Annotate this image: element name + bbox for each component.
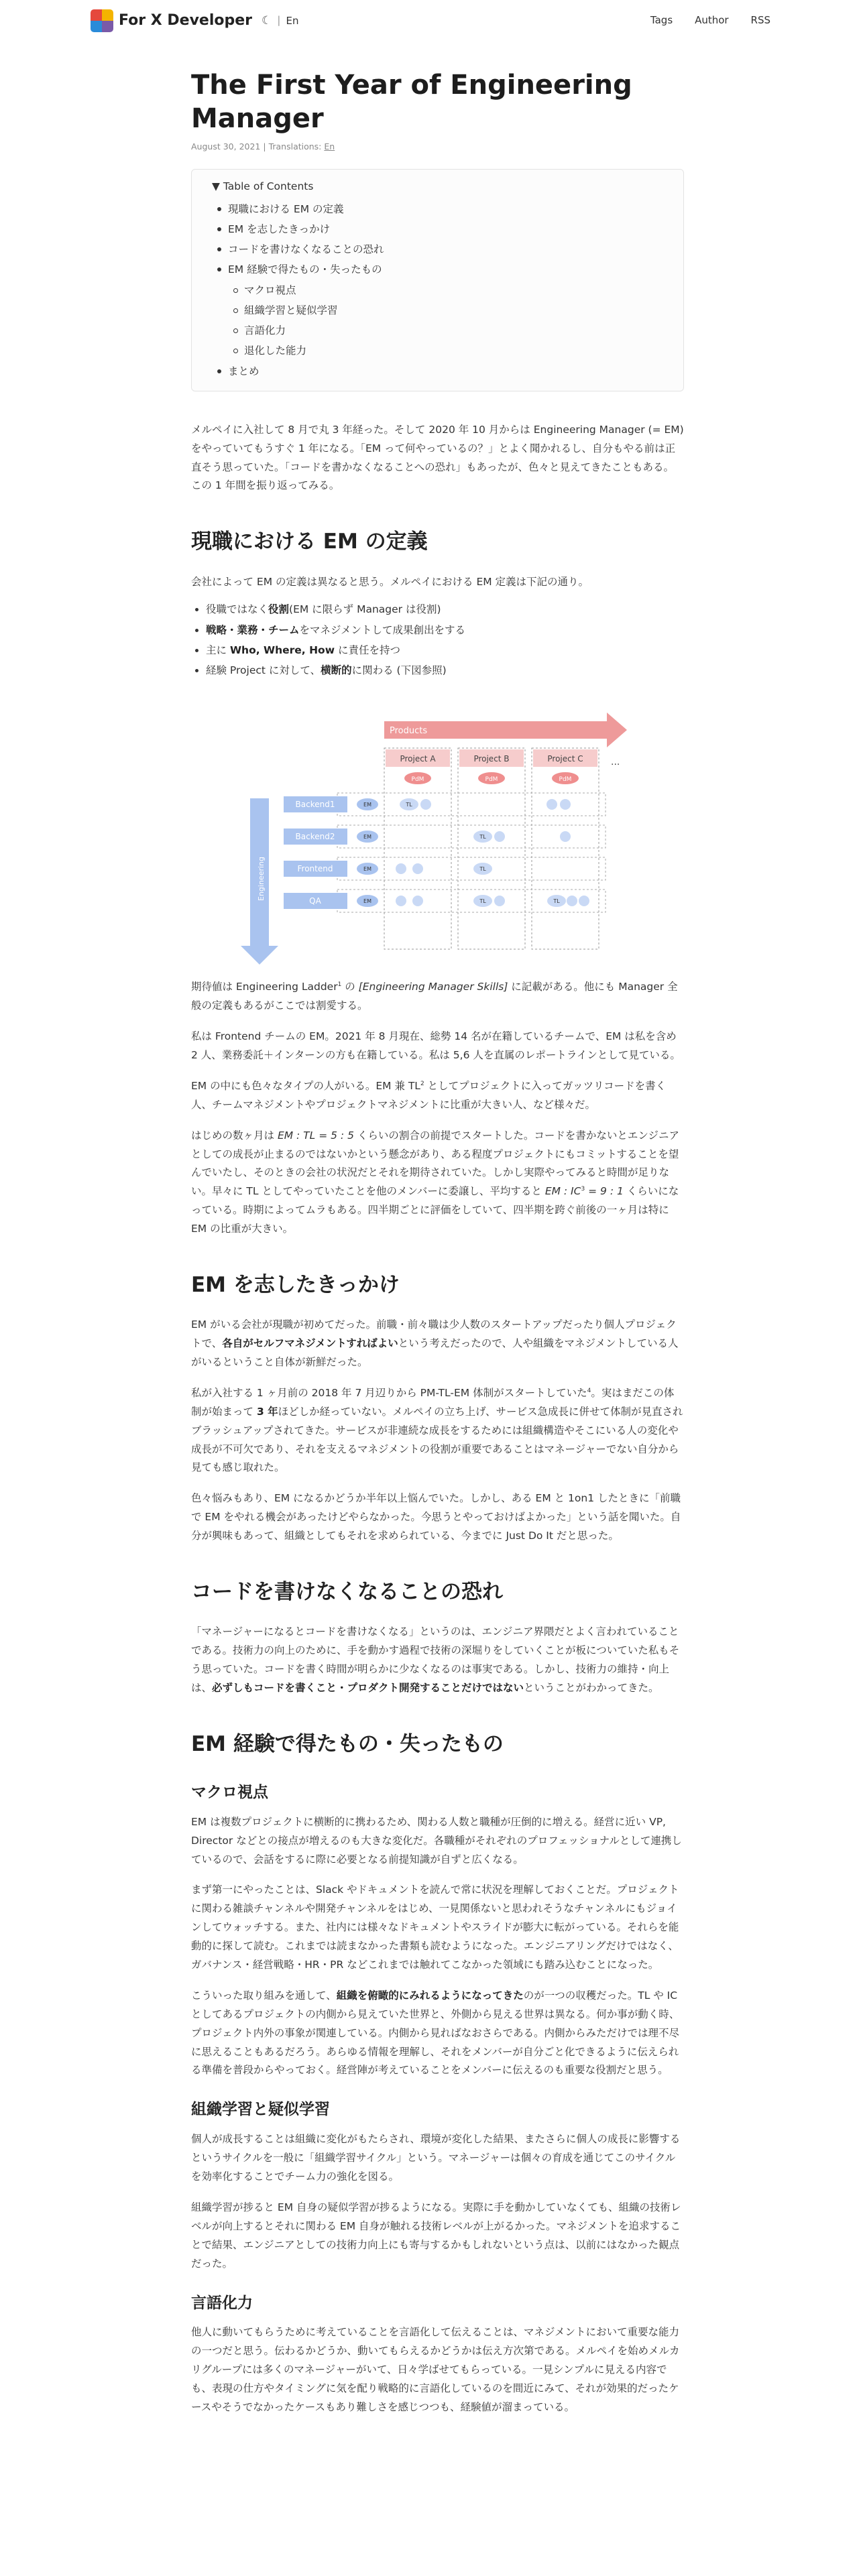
section-heading-fear: コードを書けなくなることの恐れ — [191, 1579, 503, 1604]
paragraph: まず第一にやったことは、Slack やドキュメントを読んで常に状況を理解しておくことだ。プロジェクトに関わる雑談チャンネルや開発チャンネルをはじめ、一見関係ないと思われそうなチャンネルにもジョインしてウォッチする。また、社内には様々なドキュメントやスライドが膨大に転がっている。それらを能動的に探して読む。これまでは読まなかった書類も読むようになった。エンジニアリングだけではなく、ガバナンス・経営戦略・HR・PR などこれまでは触れてこなかった領域にも踏み込むことになった。 — [191, 1884, 679, 1971]
paragraph: 他人に動いてもらうために考えていることを言語化して伝えることは、マネジメントにおいて重要な能力の一つだと思う。伝わるかどうか、動いてもらえるかどうかは伝え方次第である。メルペイを始めメルカリグループには多くのマネージャーがいて、日々学ばせてもらっている。一見シンプルに見える内容でも、表現の仕方やタイミングに気を配り戦略的に言語化しているのを間近にみて、それが効果的だったケースやそうでなかったケースもあり難しさを感じつつも、経験値が溜まっている。 — [191, 2326, 680, 2414]
pdm-label: PdM — [559, 776, 571, 784]
em-label: EM — [363, 802, 371, 808]
list-item: • 役職ではなく役割(EM に限らず Manager は役割) — [206, 599, 684, 619]
team-frontend-label: Frontend — [297, 864, 333, 874]
more-projects-label: ... — [610, 757, 620, 768]
post-meta: August 30, 2021 | Translations: En — [191, 141, 335, 151]
engineering-label: Engineering — [256, 857, 266, 902]
pdm-label: PdM — [411, 776, 424, 784]
em-label: EM — [363, 834, 371, 841]
member-dots — [396, 798, 589, 907]
intro-paragraph: メルペイに入社して 8 月で丸 3 年経った。そして 2020 年 10 月からは Engineering Manager (= EM) をやっていてもうすぐ 1 年になる。「EM って何やっているの？」とよく聞かれるし、自分もやる前は正直そう思っていた。「コードを書かなくなることへの恐れ」もあったが、色々と見えてきたこともある。この 1 年間を振り返ってみる。 — [191, 423, 684, 492]
site-header — [0, 0, 861, 42]
member-dot — [494, 896, 505, 906]
member-dot — [396, 896, 406, 906]
paragraph: EM は複数プロジェクトに横断的に携わるため、関わる人数と職種が圧倒的に増える。経営に近い VP, Director などとの接点が増えるのも大きな変化だ。各職種がそれぞれのプロフェッショナルとして連携しているので、会話をするに際に必要となる前提知識が自ずと広くなる。 — [191, 1815, 682, 1865]
language-switch-link[interactable]: En — [286, 14, 299, 27]
em-label: EM — [363, 866, 371, 873]
member-dot — [547, 799, 557, 810]
toc-subitem[interactable]: 組織学習と疑似学習 — [244, 300, 663, 320]
subsection-heading-verbalization: 言語化力 — [191, 2294, 253, 2312]
project-c-label: Project C — [547, 754, 583, 764]
toc-item[interactable]: 現職における EM の定義 — [228, 199, 663, 219]
post-title: The First Year of Engineering Manager — [191, 70, 632, 134]
main-nav — [632, 11, 770, 30]
footnote-ref[interactable]: 2 — [420, 1080, 424, 1087]
dark-mode-toggle-icon[interactable]: ☾ — [262, 13, 272, 27]
pdm-label: PdM — [485, 776, 498, 784]
subsection-heading-macro: マクロ視点 — [191, 1783, 268, 1801]
toc-summary-toggle[interactable]: ▼ Table of Contents — [212, 180, 314, 193]
paragraph: 色々悩みもあり、EM になるかどうか半年以上悩んでいた。しかし、ある EM と 1on1 したときに「前職で EM をやれる機会があったけどやらなかった。今思うとやっておけばよかった」という話を聞いた。自分が興味もあって、組織としてもそれを求められている、今までに Just Do It だと思った。 — [191, 1492, 681, 1542]
team-backend1-label: Backend1 — [295, 800, 335, 810]
translation-en-link[interactable]: En — [324, 141, 335, 151]
nav-rss-link[interactable]: RSS — [750, 14, 770, 27]
paragraph: 私が入社する 1 ヶ月前の 2018 年 7 月辺りから PM-TL-EM 体制がスタートしていた$^4$。実はまだこの体制が始まって 3 年ほどしか経っていない。メルペイの立ち上げ、サービス急成長に併せて体制が見直されブラッシュアップされてきた。サービスが非連続な成長をするためには組織構造やそこにいる人の変化や成長が不可欠であり、それを支えるマネジメントの役割が重要であることはマネージャーでない自分から見ても感じ取れた。 — [191, 1386, 683, 1474]
paragraph: EM の中にも色々なタイプの人がいる。EM 兼 $TL^2$ としてプロジェクトに入ってガッツリコードを書く人、チームマネジメントやプロジェクトマネジメントに比重が大きい人、など様々だ。 — [191, 1079, 667, 1111]
paragraph: こういった取り組みを通して、組織を俯瞰的にみれるようになってきたのが一つの収穫だった。TL や IC としてあるプロジェクトの内側から見えていた世界と、外側から見える世界は異なる。何か事が動く時、プロジェクト内外の事象が関連している。内側から見ればなおさらである。内側からみただけでは理不尽に思えることもあるだろう。あらゆる情報を理解し、それをメンバーが自分ごと化できるように伝えられる準備を普段からやっておく。経営陣が考えていることをメンバーに伝えるのも重要な役割だと思う。 — [191, 1989, 680, 2077]
products-label: Products — [389, 726, 427, 737]
paragraph: 組織学習が捗ると EM 自身の疑似学習が捗るようになる。実際に手を動かしていなくても、組織の技術レベルが向上するとそれに関わる EM 自身が触れる技術レベルが上がるかった。マネジメントを追求することで結果、エンジニアとしての技術力向上にも寄与するかもしれないという点は、以前にはなかった観点だった。 — [191, 2201, 681, 2270]
em-definition-list — [191, 599, 684, 680]
team-rows — [284, 793, 606, 912]
member-dot — [396, 863, 406, 874]
toc-item[interactable]: EM を志したきっかけ — [228, 219, 663, 239]
footnote-ref[interactable]: 3 — [581, 1186, 585, 1193]
section-heading-motivation: EM を志したきっかけ — [191, 1272, 400, 1297]
paragraph: 会社によって EM の定義は異なると思う。メルペイにおける EM 定義は下記の通り。 — [191, 575, 589, 588]
header-separator: | — [277, 14, 281, 27]
paragraph: はじめの数ヶ月は EM : TL = 5 : 5 くらいの割合の前提でスタートした。コードを書かないとエンジニアとしての成長が止まるのではないかという懸念があり、ある程度プロジェクトにもコミットすることを望んでいたし、そのときの会社の状況だとそれを期待されていた。しかし実際やってみると時間が足りない。早々に TL としてやっていたことを他のメンバーに委譲し、平均すると EM : $IC^3 = 9$ : 1 くらいになっている。時期によってムラもある。四半期ごとに評価をしていて、四半期を跨ぐ前後の一ヶ月は特に EM の比重が大きい。 — [191, 1129, 679, 1235]
project-columns — [384, 748, 620, 949]
member-dot — [567, 896, 577, 906]
post-content — [191, 68, 684, 2417]
toc-item[interactable]: コードを書けなくなることの恐れ — [228, 239, 663, 259]
em-badges — [357, 798, 378, 907]
paragraph: EM がいる会社が現職が初めてだった。前職・前々職は少人数のスタートアップだったり個人プロジェクトで、各自がセルフマネジメントすればよいという考えだったので、人や組織をマネジメントしている人がいるということ自体が新鮮だった。 — [191, 1318, 679, 1368]
translations-label: Translations: — [268, 141, 322, 151]
member-dot — [412, 863, 423, 874]
section-heading-em-definition: 現職における EM の定義 — [191, 530, 428, 554]
toc-item[interactable]: まとめ — [228, 361, 663, 381]
toc-subitem[interactable]: 退化した能力 — [244, 341, 663, 361]
list-item: • 主に Who, Where, How に責任を持つ — [206, 640, 684, 660]
paragraph: 「マネージャーになるとコードを書けなくなる」というのは、エンジニア界隈だとよく言われていることである。技術力の向上のために、手を動かす過程で技術の深堀りをしていくことが板についていた私もそう思っていた。コードを書く時間が明らかに少なくなるのは事実である。しかし、技術力の維持・向上は、必ずしもコードを書くこと・プロダクト開発することだけではないということがわかってきた。 — [191, 1626, 680, 1694]
list-item: • 経験 Project に対して、横断的に関わる (下図参照) — [206, 660, 684, 680]
member-dot — [494, 831, 505, 842]
em-label: EM — [363, 898, 371, 905]
list-item: • 戦略・業務・チームをマネジメントして成果創出をする — [206, 620, 684, 640]
toc-subitem[interactable]: 言語化力 — [244, 320, 663, 341]
member-dot — [412, 896, 423, 906]
member-dot — [579, 896, 589, 906]
toc-subitem[interactable]: マクロ視点 — [244, 280, 663, 300]
brand — [91, 7, 298, 34]
toc-item-label[interactable]: EM 経験で得たもの・失ったもの — [228, 263, 382, 276]
project-b-label: Project B — [473, 754, 510, 764]
post-date: August 30, 2021 — [191, 141, 261, 151]
toc-item — [228, 259, 663, 361]
tl-label: TL — [479, 898, 486, 905]
tl-label: TL — [405, 802, 412, 808]
team-backend2-label: Backend2 — [295, 832, 335, 842]
footnote-ref[interactable]: 4 — [587, 1387, 591, 1394]
paragraph: 私は Frontend チームの EM。2021 年 8 月現在、総勢 14 名が在籍しているチームで、EM は私を含め 2 人、業務委託＋インターンの方も在籍している。私は 5,6 人を直属のレポートラインとして見ている。 — [191, 1030, 681, 1061]
section-heading-gains-losses: EM 経験で得たもの・失ったもの — [191, 1731, 504, 1756]
site-title-link[interactable]: For X Developer — [119, 12, 252, 29]
tl-label: TL — [479, 866, 486, 873]
footnote-ref[interactable]: 1 — [337, 981, 342, 989]
tl-label: TL — [553, 898, 560, 905]
tl-label: TL — [479, 834, 486, 841]
member-dot — [560, 831, 571, 842]
paragraph: 個人が成長することは組織に変化がもたらされ、環境が変化した結果、またさらに個人の成長に影響するというサイクルを一般に「組織学習サイクル」という。マネージャーは個々の育成を通じてこのサイクルを効率化することでチーム力の強化を図る。 — [191, 2133, 681, 2183]
em-skills-link[interactable]: [Engineering Manager Skills] — [358, 981, 508, 993]
em-role-diagram — [237, 698, 639, 966]
paragraph: 期待値は Engineering Ladder$^1$ の [Engineering Manager Skills] に記載がある。他にも Manager 全般の定義もあるがここでは割愛する。 — [191, 981, 678, 1012]
nav-tags-link[interactable]: Tags — [650, 14, 673, 27]
project-a-label: Project A — [399, 754, 436, 764]
team-qa-label: QA — [308, 896, 321, 906]
member-dot — [420, 799, 431, 810]
site-logo-icon[interactable] — [91, 9, 113, 32]
member-dot — [560, 799, 571, 810]
table-of-contents — [191, 169, 684, 391]
subsection-heading-org-learning: 組織学習と疑似学習 — [191, 2101, 330, 2119]
nav-author-link[interactable]: Author — [695, 14, 729, 27]
